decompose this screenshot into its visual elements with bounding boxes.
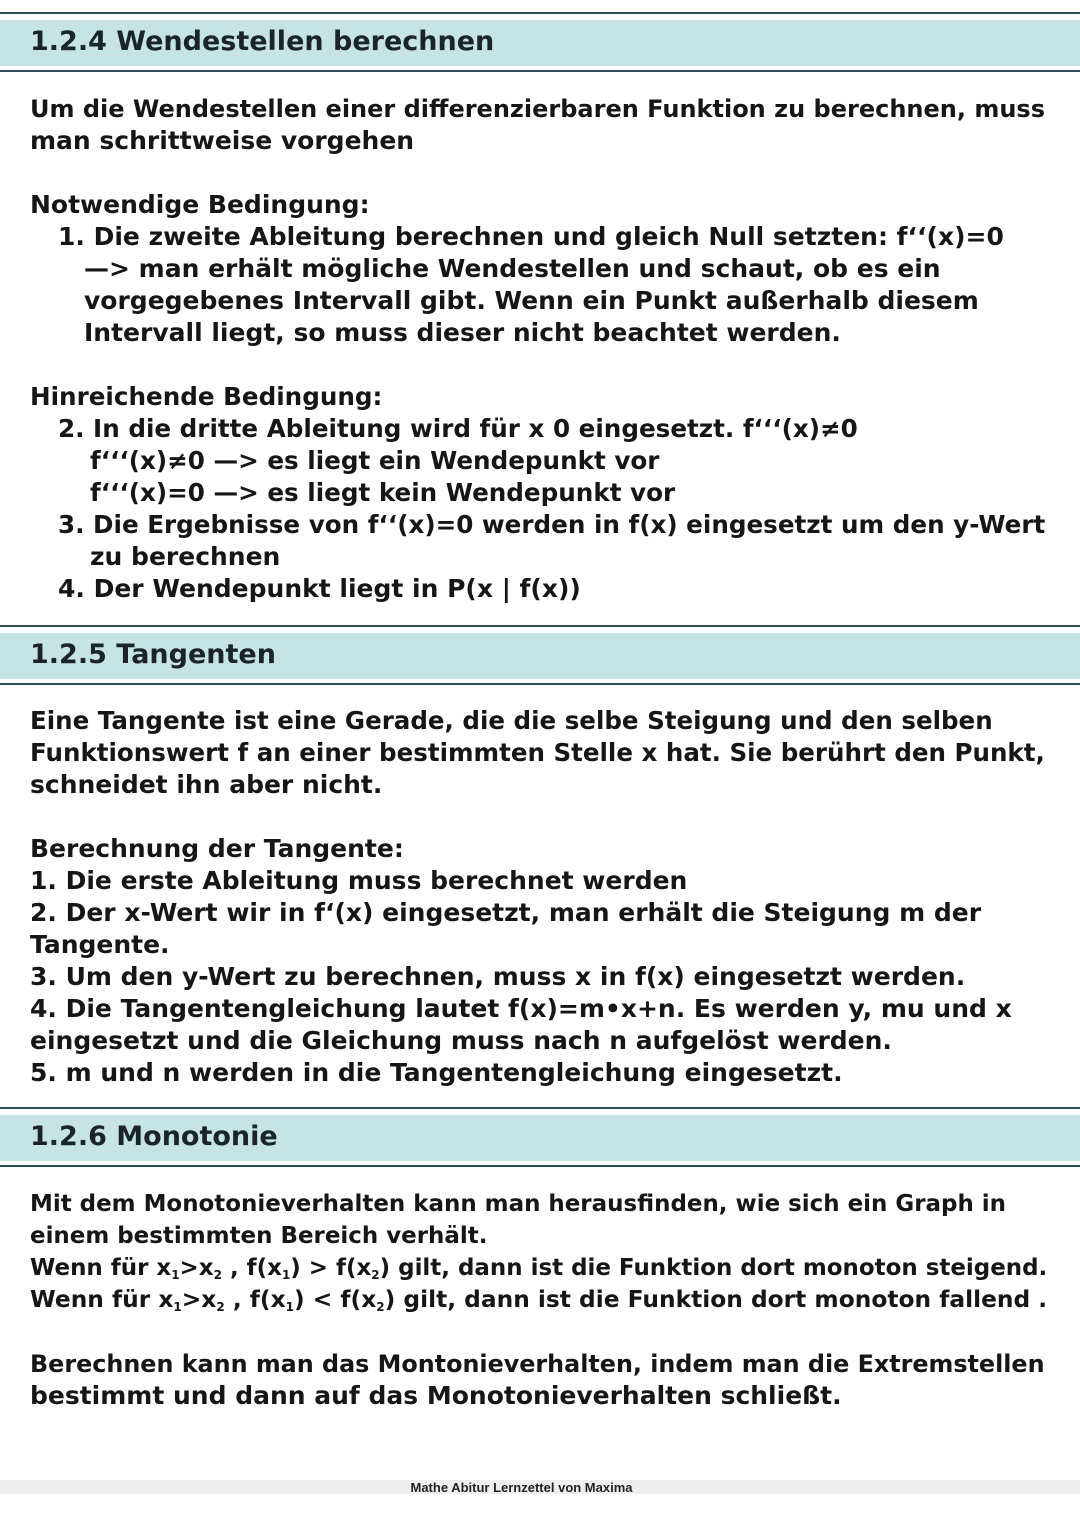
text-line: Um die Wendestellen einer differenzierbaren Funktion zu berechnen, muss xyxy=(30,95,1045,123)
text-line: vorgegebenes Intervall gibt. Wenn ein Punkt außerhalb diesem xyxy=(84,286,979,315)
text-line: 2. Der x-Wert wir in f‘(x) eingesetzt, man erhält die Steigung m der xyxy=(30,898,982,927)
text-line: einem bestimmten Bereich verhält. xyxy=(30,1223,488,1249)
text-line: 4. Die Tangentengleichung lautet f(x)=m•x+n. Es werden y, mu und x xyxy=(30,994,1012,1023)
text-line: Berechnen kann man das Montonieverhalten, indem man die Extremstellen xyxy=(30,1350,1045,1378)
rule-increasing: Wenn für $x_1>x_2$ , $f(x_1) > f(x_2)$ gilt, dann ist die Funktion dort monoton steigend. xyxy=(30,1255,1048,1282)
text-line: 5. m und n werden in die Tangentengleichung eingesetzt. xyxy=(30,1058,843,1087)
text-line: f‘‘‘(x)≠0 —> es liegt ein Wendepunkt vor xyxy=(90,446,660,475)
section-title: 1.2.5 Tangenten xyxy=(30,639,276,670)
text-line: Funktionswert f an einer bestimmten Stelle x hat. Sie berührt den Punkt, xyxy=(30,738,1045,767)
text-line: eingesetzt und die Gleichung muss nach n aufgelöst werden. xyxy=(30,1026,892,1055)
sufficient-condition xyxy=(30,381,1045,605)
text-line: zu berechnen xyxy=(90,542,281,571)
rule-decreasing: Wenn für $x_1>x_2$ , $f(x_1) < f(x_2)$ gilt, dann ist die Funktion dort monoton fallend . xyxy=(30,1286,1048,1314)
tangent-calculation-title: Berechnung der Tangente: xyxy=(30,834,404,863)
monotonie-outro xyxy=(30,1348,1045,1412)
header-rule-top xyxy=(0,1107,1080,1109)
section-title: 1.2.4 Wendestellen berechnen xyxy=(30,26,495,57)
footer-credit: Mathe Abitur Lernzettel von Maxima xyxy=(410,1480,633,1495)
text-line: f‘‘‘(x)=0 —> es liegt kein Wendepunkt vor xyxy=(90,478,676,507)
text-line: 1. Die zweite Ableitung berechnen und gleich Null setzten: f‘‘(x)=0 xyxy=(58,222,1004,251)
necessary-condition xyxy=(30,189,1004,349)
text-line: —> man erhält mögliche Wendestellen und schaut, ob es ein xyxy=(84,254,941,283)
text-line: Eine Tangente ist eine Gerade, die die selbe Steigung und den selben xyxy=(30,706,993,735)
text-line: 2. In die dritte Ableitung wird für x 0 eingesetzt. f‘‘‘(x)≠0 xyxy=(58,414,858,443)
tangent-calculation xyxy=(30,833,1012,1089)
text-line: Tangente. xyxy=(30,930,170,959)
section-title: 1.2.6 Monotonie xyxy=(30,1121,278,1152)
text-line: 1. Die erste Ableitung muss berechnet werden xyxy=(30,866,688,895)
header-rule-bottom xyxy=(0,70,1080,72)
header-rule-top xyxy=(0,12,1080,14)
monotonie-intro xyxy=(30,1188,1047,1316)
text-line: bestimmt und dann auf das Monotonieverhalten schließt. xyxy=(30,1381,842,1410)
text-line: Mit dem Monotonieverhalten kann man herausfinden, wie sich ein Graph in xyxy=(30,1191,1007,1217)
header-rule-bottom xyxy=(0,1165,1080,1167)
text-line: Intervall liegt, so muss dieser nicht beachtet werden. xyxy=(84,318,841,347)
sufficient-condition-title: Hinreichende Bedingung: xyxy=(30,382,383,411)
text-line: 3. Die Ergebnisse von f‘‘(x)=0 werden in f(x) eingesetzt um den y-Wert xyxy=(58,510,1046,539)
wendestellen-intro xyxy=(30,93,1045,157)
text-line: 3. Um den y-Wert zu berechnen, muss x in f(x) eingesetzt werden. xyxy=(30,962,966,991)
necessary-condition-title: Notwendige Bedingung: xyxy=(30,190,370,219)
header-rule-bottom xyxy=(0,683,1080,685)
header-rule-top xyxy=(0,625,1080,627)
tangenten-intro xyxy=(30,705,1045,801)
text-line: 4. Der Wendepunkt liegt in P(x | f(x)) xyxy=(58,574,581,603)
text-line: schneidet ihn aber nicht. xyxy=(30,770,383,799)
text-line: man schrittweise vorgehen xyxy=(30,126,415,155)
